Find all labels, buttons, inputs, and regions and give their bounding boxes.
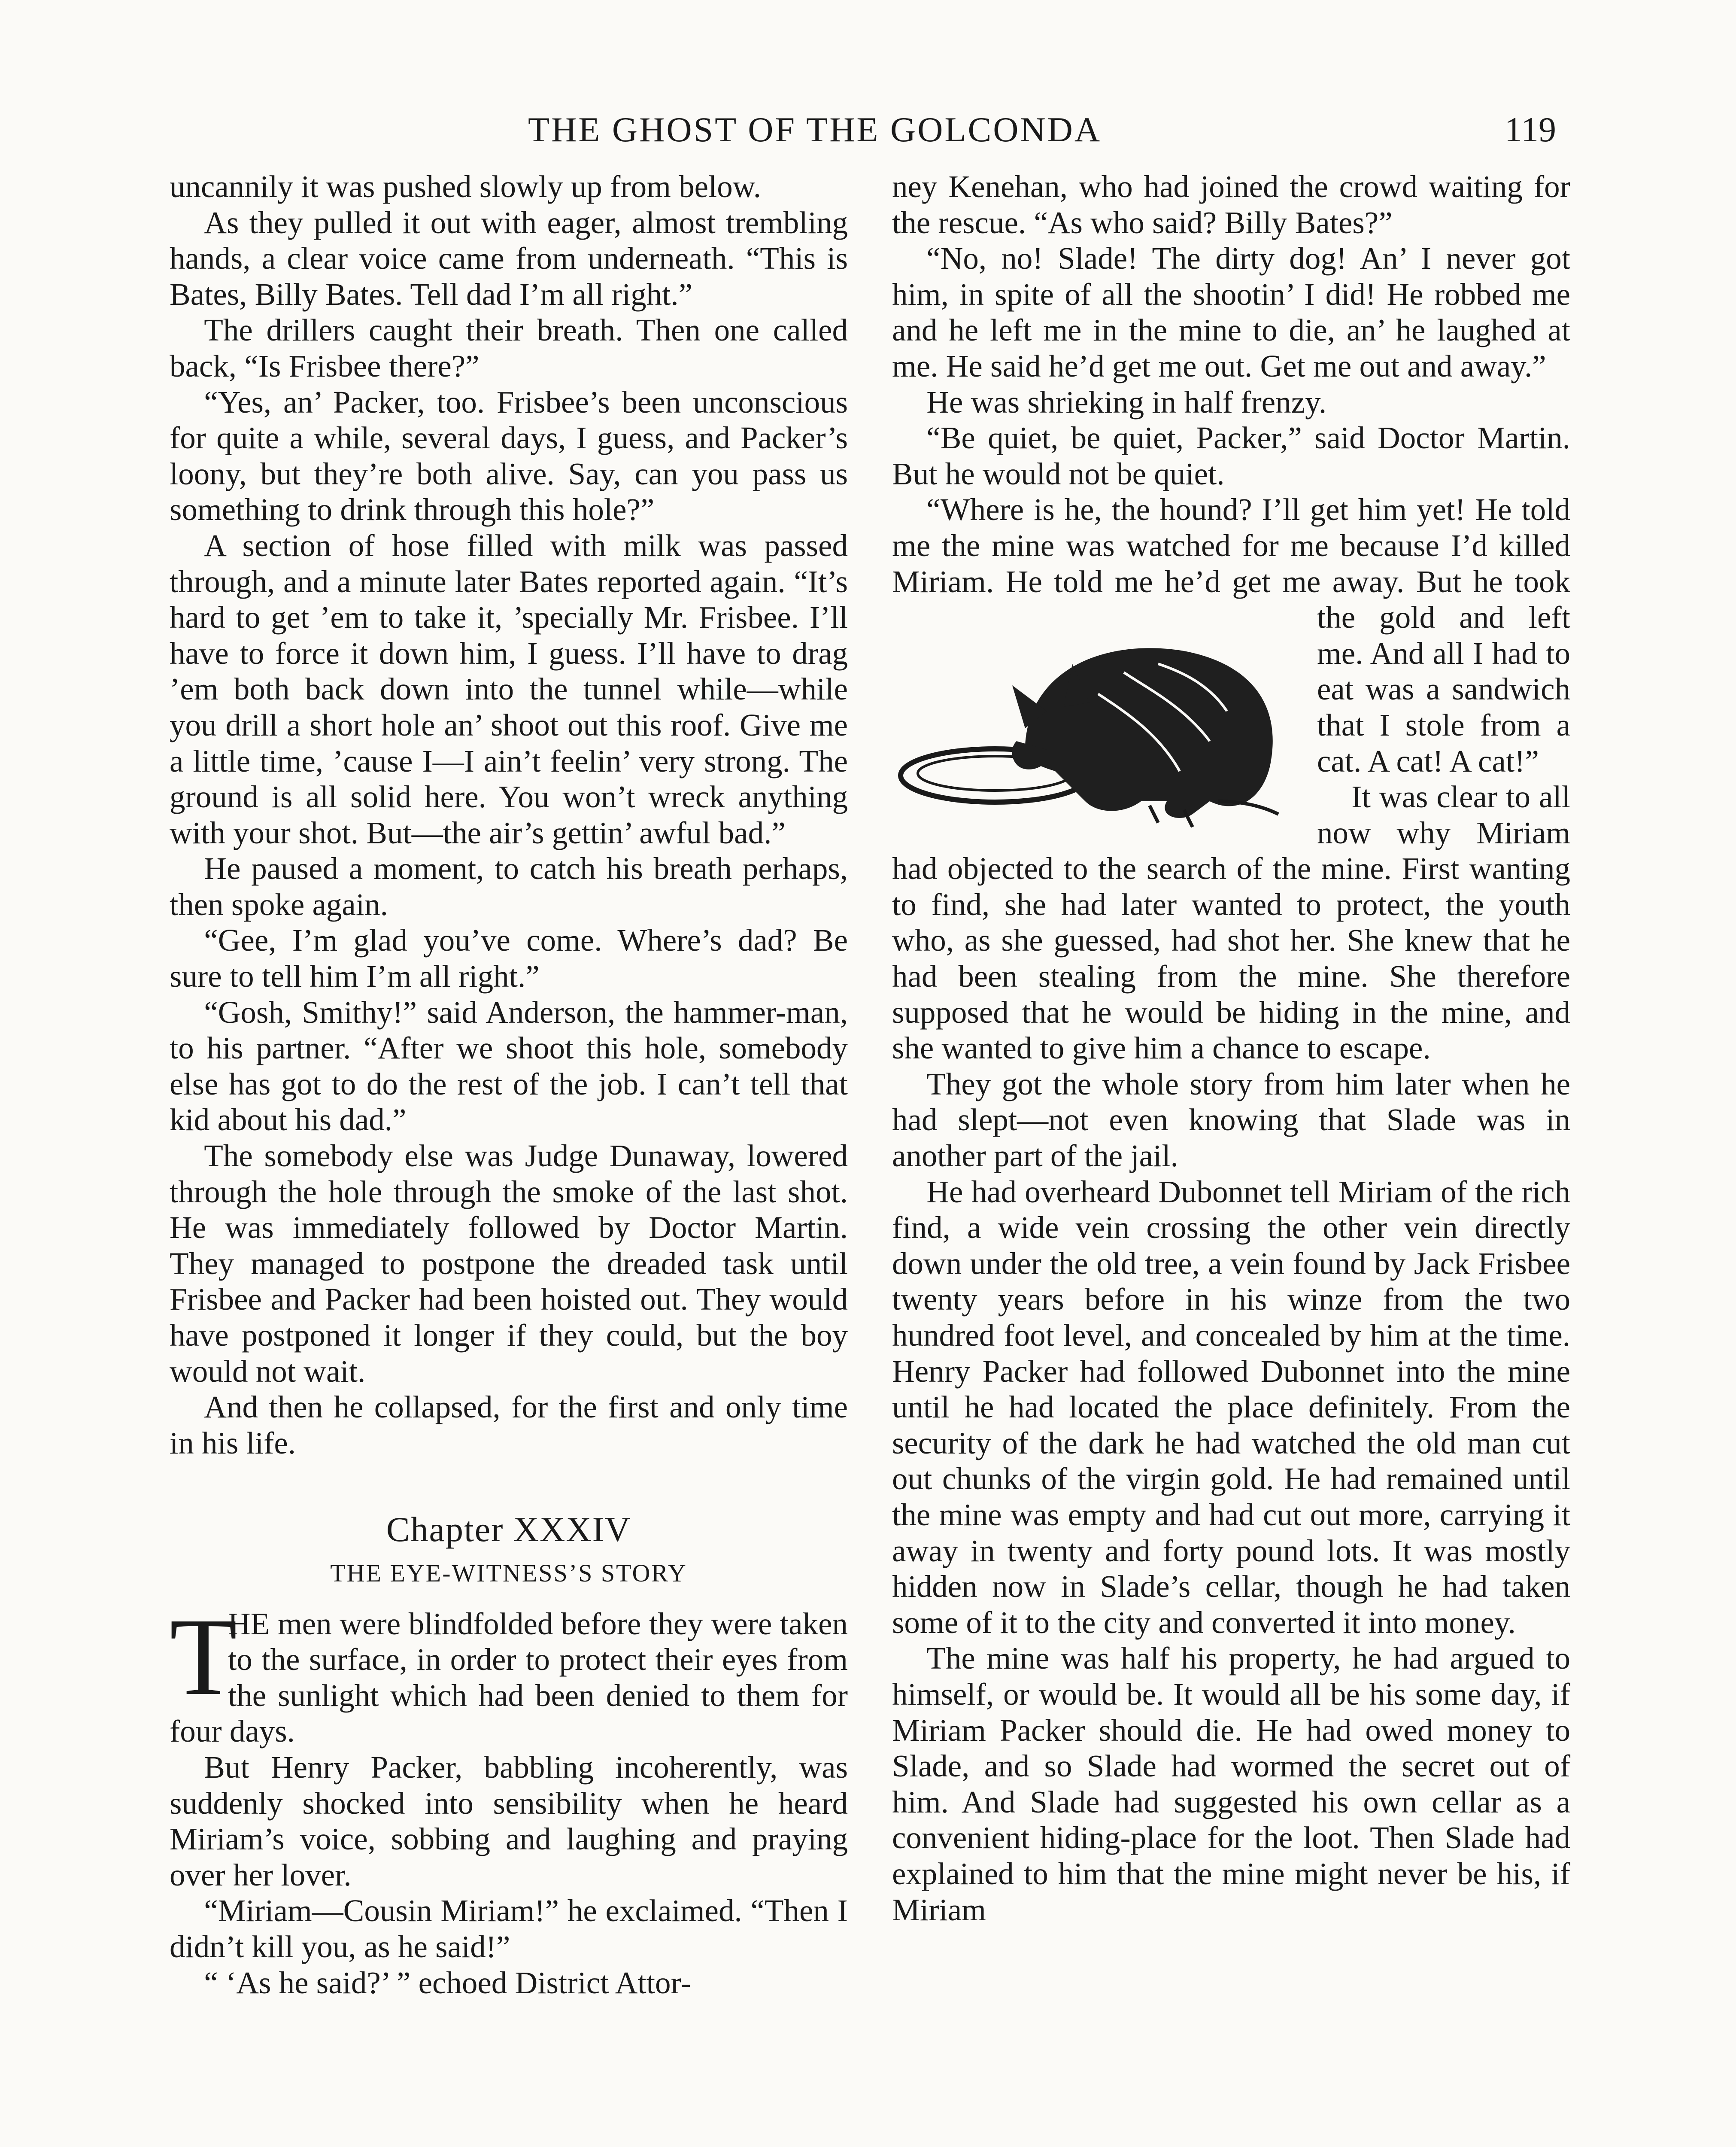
running-title: THE GHOST OF THE GOLCONDA [528,110,1102,149]
paragraph: “ ‘As he said?’ ” echoed District Attor- [204,1965,691,2000]
paragraph: “Miriam—Cousin Miriam!” he exclaimed. “Then I didn’t kill you, as he said!” [170,1893,848,1964]
paragraph: As they pulled it out with eager, almost trembling hands, a clear voice came from underneath. “This is Bates, Billy Bates. Tell dad I’m all right.” [170,205,848,312]
paragraph: The drillers caught their breath. Then one called back, “Is Frisbee there?” [170,313,848,383]
figure-paragraph-lead: “Where is he, the hound? I’ll get him yet! He told me the mine was watched for me because I’d killed Miriam. He told me he’d get me away. [892,492,1570,599]
chapter-subtitle: THE EYE-WITNESS’S STORY [330,1559,687,1587]
paragraph: The mine was half his property, he had argued to himself, or would be. It would all be his some day, if Miriam Packer should die. He had owed money to Slade, and so Slade had wormed the secret out of him. And Slade had suggested his own cellar as a convenient hiding-place for the loot. Then Slade had explained to him that the mine might never be his, if Miriam [892,1641,1570,1927]
paragraph: It was clear to all now why Miriam had objected to the search of the mine. First wanting to find, she had later wanted to protect, the youth who, as she guessed, had shot her. She knew that he had been stealing from the mine. She therefore supposed that he would be hiding in the mine, and she wanted to give him a chance to escape. [892,779,1570,1066]
paragraph: “Yes, an’ Packer, too. Frisbee’s been unconscious for quite a while, several days, I guess, and Packer’s loony, but they’re both alive. Say, can you pass us something to drink through this hole?” [170,384,848,527]
running-header [0,109,1736,157]
drop-cap: T [170,1595,237,1718]
paragraph: And then he collapsed, for the first and only time in his life. [170,1390,848,1460]
paragraph: “Be quiet, be quiet, Packer,” said Doctor Martin. But he would not be quiet. [892,420,1570,491]
paragraph: “No, no! Slade! The dirty dog! An’ I never got him, in spite of all the shootin’ I did! He robbed me and he left me in the mine to die, an’ he laughed at me. He said he’d get me out. Get me out and away.” [892,241,1570,383]
paragraph: They got the whole story from him later when he had slept—not even knowing that Slade was in another part of the jail. [892,1066,1570,1174]
paragraph: ney Kenehan, who had joined the crowd waiting for the rescue. “As who said? Billy Bates?” [892,169,1570,240]
paragraph: He paused a moment, to catch his breath perhaps, then spoke again. [170,851,848,922]
paragraph: uncannily it was pushed slowly up from below. [170,169,762,204]
cat-drinking-from-dish-illustration [883,599,1313,840]
paragraph: “Where is he, the hound? I’ll get him yet! He told me the mine was watched for me because I’d killed Miriam. He told me he’d get me away. But he took the gold and left me. And all I had to eat was a sandwich that I stole from a cat. A cat! A cat!” [892,492,1570,779]
right-column [892,169,1570,1928]
paragraph: The somebody else was Judge Dunaway, lowered through the hole through the smoke of the last shot. He was immediately followed by Doctor Martin. They managed to postpone the dreaded task until Frisbee and Packer had been hoisted out. They would have postponed it longer if they could, but the boy would not wait. [170,1138,848,1389]
chapter-opening-paragraph: HE men were blindfolded before they were taken to the surface, in order to protect their eyes from the sunlight which had been denied to them for four days. [170,1606,848,1749]
paragraph: He had overheard Dubonnet tell Miriam of the rich find, a wide vein crossing the other vein directly down under the old tree, a vein found by Jack Frisbee twenty years before in his winze from the two hundred foot level, and concealed by him at the time. Henry Packer had followed Dubonnet into the mine until he had located the place definitely. From the security of the dark he had watched the old man cut out chunks of the virgin gold. He had remained until the mine was empty and had cut out more, carrying it away in twenty and forty pound lots. It was mostly hidden now in Slade’s cellar, though he had taken some of it to the city and converted it into money. [892,1174,1570,1640]
left-column [170,169,848,2001]
paragraph: “Gosh, Smithy!” said Anderson, the hammer-man, to his partner. “After we shoot this hole, somebody else has got to do the rest of the job. I can’t tell that kid about his dad.” [170,994,848,1137]
paragraph: “Gee, I’m glad you’ve come. Where’s dad? Be sure to tell him I’m all right.” [170,923,848,994]
figure-block [892,492,1570,779]
paragraph: But Henry Packer, babbling incoherently, was suddenly shocked into sensibility when he heard Miriam’s voice, sobbing and laughing and praying over her lover. [170,1749,848,1892]
chapter-title: Chapter XXXIV [386,1510,631,1549]
page-number: 119 [1505,110,1556,149]
chapter-opening [170,1595,848,1749]
paragraph: A section of hose filled with milk was passed through, and a minute later Bates reported again. “It’s hard to get ’em to take it, ’specially Mr. Frisbee. I’ll have to force it down him, I guess. I’ll have to drag ’em both back down into the tunnel while—while you drill a short hole an’ shoot out this roof. Give me a little time, ’cause I—I ain’t feelin’ very strong. The ground is all solid here. You won’t wreck anything with your shot. But—the air’s gettin’ awful bad.” [170,528,848,850]
paragraph: He was shrieking in half frenzy. [926,384,1327,420]
